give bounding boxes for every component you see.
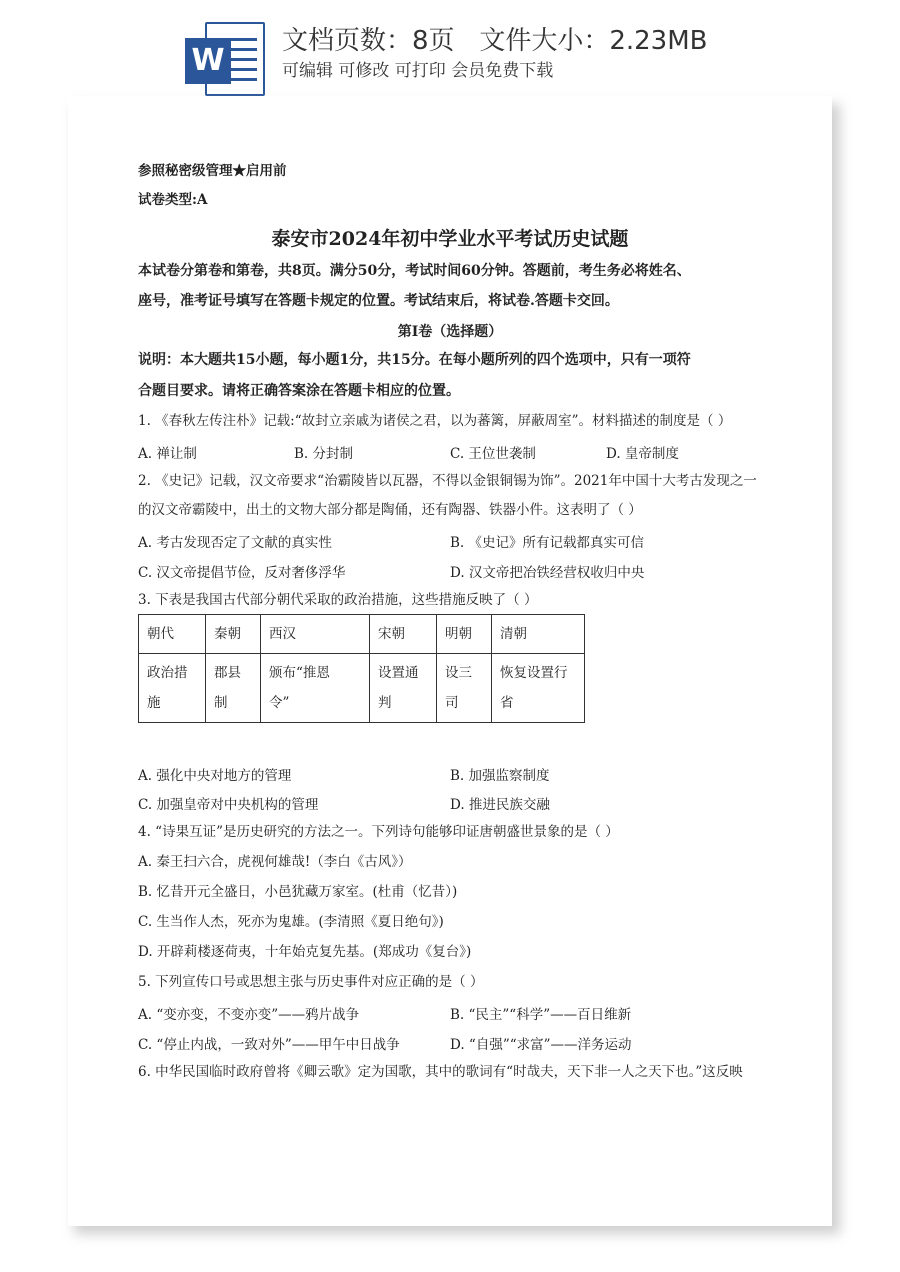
q2-option-b: B. 《史记》所有记载都真实可信 <box>450 535 645 551</box>
table-header-cell: 清朝 <box>492 615 585 654</box>
q4-option-c: C. 生当作人杰，死亦为鬼雄。(李清照《夏日绝句》) <box>138 914 444 930</box>
q1-option-b: B. 分封制 <box>294 446 354 462</box>
q3-option-a: A. 强化中央对地方的管理 <box>138 768 292 784</box>
question-5: 5. 下列宣传口号或思想主张与历史事件对应正确的是（ ） <box>138 974 484 990</box>
download-banner <box>0 0 900 100</box>
q5-option-c: C. “停止内战，一致对外”——甲午中日战争 <box>138 1037 400 1053</box>
table-header-cell: 秦朝 <box>206 615 261 654</box>
q2-option-c: C. 汉文帝提倡节俭，反对奢侈浮华 <box>138 565 346 581</box>
paper-type: 试卷类型:A <box>138 192 208 208</box>
word-document-icon <box>185 22 265 96</box>
table-header-cell: 明朝 <box>437 615 492 654</box>
dynasty-table <box>138 614 585 723</box>
table-cell: 设三 司 <box>437 654 492 723</box>
table-header-cell: 朝代 <box>139 615 206 654</box>
table-cell: 颁布“推恩 令” <box>261 654 370 723</box>
table-row <box>139 654 585 723</box>
q1-option-c: C. 王位世袭制 <box>450 446 536 462</box>
exam-title: 泰安市2024年初中学业水平考试历史试题 <box>271 228 629 250</box>
question-2-line-1: 2. 《史记》记载，汉文帝要求“治霸陵皆以瓦器，不得以金银铜锡为饰”。2021年中国十大考古发现之一 <box>138 473 757 489</box>
q2-option-d: D. 汉文帝把冶铁经营权收归中央 <box>450 565 645 581</box>
question-3: 3. 下表是我国古代部分朝代采取的政治措施，这些措施反映了（ ） <box>138 592 538 608</box>
note-line-2: 合题目要求。请将正确答案涂在答题卡相应的位置。 <box>138 383 460 399</box>
intro-line-1: 本试卷分第卷和第卷，共8页。满分50分，考试时间60分钟。答题前，考生务必将姓名、 <box>138 263 691 279</box>
document-page <box>68 96 832 1226</box>
q3-option-d: D. 推进民族交融 <box>450 797 550 813</box>
question-4: 4. “诗果互证”是历史研究的方法之一。下列诗句能够印证唐朝盛世景象的是（ ） <box>138 824 619 840</box>
table-cell: 恢复设置行 省 <box>492 654 585 723</box>
table-cell: 政治措 施 <box>139 654 206 723</box>
intro-line-2: 座号，准考证号填写在答题卡规定的位置。考试结束后，将试卷.答题卡交回。 <box>138 293 619 309</box>
table-header-cell: 西汉 <box>261 615 370 654</box>
table-header-cell: 宋朝 <box>370 615 437 654</box>
q1-option-a: A. 禅让制 <box>138 446 197 462</box>
q5-option-a: A. “变亦变，不变亦变”——鸦片战争 <box>138 1007 360 1023</box>
banner-subtitle: 可编辑 可修改 可打印 会员免费下载 <box>282 61 554 81</box>
question-2-line-2: 的汉文帝霸陵中，出土的文物大部分都是陶俑，还有陶器、铁器小件。这表明了（ ） <box>138 502 642 518</box>
q2-option-a: A. 考古发现否定了文献的真实性 <box>138 535 332 551</box>
question-1: 1. 《春秋左传注朴》记载:“故封立亲戚为诸侯之君，以为蕃篱，屏蔽周室”。材料描述的制度是（ ） <box>138 413 732 429</box>
word-letter: W <box>185 38 231 84</box>
banner-title: 文档页数：8页 文件大小：2.23MB <box>282 26 708 56</box>
table-cell: 郡县 制 <box>206 654 261 723</box>
q4-option-d: D. 开辟莉楼逐荷夷，十年始克复先基。(郑成功《复台》) <box>138 944 472 960</box>
q1-option-d: D. 皇帝制度 <box>606 446 679 462</box>
section-heading: 第I卷（选择题） <box>397 324 503 340</box>
q5-option-b: B. “民主”“科学”——百日维新 <box>450 1007 632 1023</box>
q4-option-a: A. 秦王扫六合，虎视何雄哉!（李白《古风》） <box>138 854 412 870</box>
table-cell: 设置通 判 <box>370 654 437 723</box>
table-header-row <box>139 615 585 654</box>
q4-option-b: B. 忆昔开元全盛日，小邑犹藏万家室。(杜甫（忆昔）) <box>138 884 458 900</box>
note-line-1: 说明：本大题共15小题，每小题1分，共15分。在每小题所列的四个选项中，只有一项符 <box>138 352 691 368</box>
q5-option-d: D. “自强”“求富”——洋务运动 <box>450 1037 632 1053</box>
q3-option-c: C. 加强皇帝对中央机构的管理 <box>138 797 319 813</box>
question-6: 6. 中华民国临时政府曾将《卿云歌》定为国歌，其中的歌词有“时哉夫，天下非一人之天下也。”这反映 <box>138 1064 743 1080</box>
secret-level: 参照秘密级管理★启用前 <box>138 163 287 179</box>
q3-option-b: B. 加强监察制度 <box>450 768 550 784</box>
